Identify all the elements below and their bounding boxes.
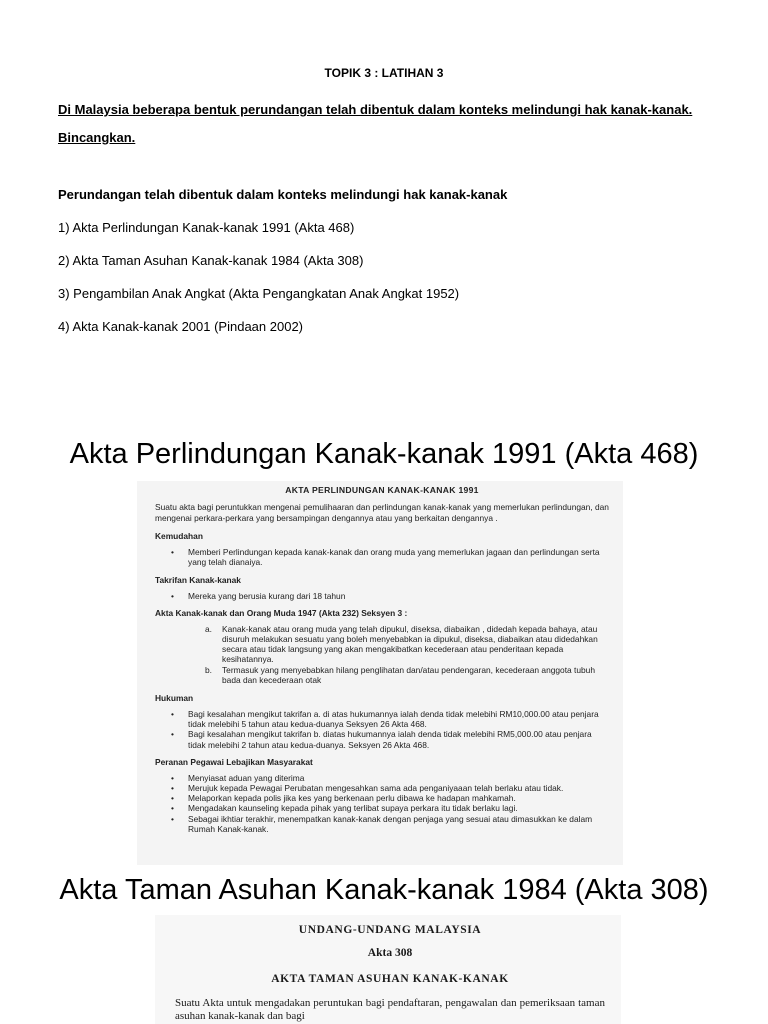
list-item: • Mengadakan kaunseling kepada pihak yang terlibat supaya perkara itu tidak berlaku lagi.: [171, 803, 609, 813]
scan-body-text: Suatu Akta untuk mengadakan peruntukan bagi pendaftaran, pengawalan dan pemeriksaan taman asuhan kanak-kanak dan bagi: [175, 997, 605, 1022]
section-heading-akta-468: Akta Perlindungan Kanak-kanak 1991 (Akta 468): [69, 438, 699, 470]
scan-subheading: Kemudahan: [155, 531, 203, 542]
answer-heading: Perundangan telah dibentuk dalam konteks melindungi hak kanak-kanak: [58, 187, 508, 202]
list-marker: b.: [205, 664, 212, 675]
scan-subheading: Akta Kanak-kanak dan Orang Muda 1947 (Akta 232) Seksyen 3 :: [155, 607, 408, 618]
scan-law-title: UNDANG-UNDANG MALAYSIA: [298, 924, 482, 936]
scan-subheading: Peranan Pegawai Lebajikan Masyarakat: [155, 756, 313, 767]
scan-act-title: AKTA TAMAN ASUHAN KANAK-KANAK: [271, 973, 509, 985]
list-item: • Merujuk kepada Pewagai Perubatan mengesahkan sama ada penganiyaaan telah berlaku atau tidak.: [171, 783, 609, 793]
scan-title: AKTA PERLINDUNGAN KANAK-KANAK 1991: [285, 485, 479, 495]
list-item: • Mereka yang berusia kurang dari 18 tahun: [171, 591, 609, 601]
list-item: • Bagi kesalahan mengikut takrifan b. diatas hukumannya ialah denda tidak melebihi RM5,000.00 atau penjara tidak melebihi 2 tahun atau kedua-duanya. Seksyen 26 Akta 468.: [171, 729, 609, 749]
list-marker: a.: [205, 623, 212, 634]
takrifan-list: [171, 591, 609, 601]
list-text: Termasuk yang menyebabkan hilang penglihatan dan/atau pendengaran, kecederaan anggota tubuh bada dan kecederaan otak: [222, 664, 595, 685]
list-item: • Bagi kesalahan mengikut takrifan a. di atas hukumannya ialah denda tidak melebihi RM10,000.00 atau penjara tidak melebihi 5 tahun atau kedua-duanya Seksyen 26 Akta 468.: [171, 709, 609, 729]
scan-subheading: Hukuman: [155, 693, 194, 704]
list-item: [205, 624, 609, 665]
scan-intro: Suatu akta bagi peruntukkan mengenai pemulihaaran dan perlindungan kanak-kanak yang memerlukan perlindungan, dan mengenai perkara-perkara yang bersampingan dengannya atau yang berkaitan dengannya .: [155, 502, 609, 523]
question-text: Di Malaysia beberapa bentuk perundangan telah dibentuk dalam konteks melindungi hak kanak-kanak. Bincangkan.: [58, 102, 693, 145]
list-item: • Menyiasat aduan yang diterima: [171, 773, 609, 783]
list-item: • Melaporkan kepada polis jika kes yang berkenaan perlu dibawa ke hadapan mahkamah.: [171, 793, 609, 803]
akta-232-list: [205, 624, 609, 685]
exercise-title: TOPIK 3 : LATIHAN 3: [324, 66, 444, 80]
scan-act-number: Akta 308: [367, 947, 413, 959]
akta-468-scanned-image: [137, 481, 623, 865]
list-item: [205, 665, 609, 685]
kemudahan-list: [171, 547, 609, 567]
list-item: • Memberi Perlindungan kepada kanak-kanak dan orang muda yang memerlukan jagaan dan perlindungan serta yang telah dianaiya.: [171, 547, 609, 567]
list-item: • Sebagai ikhtiar terakhir, menempatkan kanak-kanak dengan penjaga yang sesuai atau dimasukkan ke dalam Rumah Kanak-kanak.: [171, 814, 609, 834]
hukuman-list: [171, 709, 609, 750]
akta-308-scanned-image: [155, 915, 621, 1024]
answer-item: 2) Akta Taman Asuhan Kanak-kanak 1984 (Akta 308): [58, 253, 364, 268]
scan-subheading: Takrifan Kanak-kanak: [155, 574, 241, 585]
list-text: Kanak-kanak atau orang muda yang telah dipukul, diseksa, diabaikan , didedah kepada bahaya, atau disuruh melakukan sesuatu yang boleh menyebabkan ia dipukul, diseksa, diabaikan atau didedahkan secara atau tidak langsung yang akan mengakibatkan kecederaan atau penderitaan kepada kesihatannya.: [222, 623, 598, 665]
answer-item: 1) Akta Perlindungan Kanak-kanak 1991 (Akta 468): [58, 220, 355, 235]
peranan-list: [171, 773, 609, 834]
answer-item: 3) Pengambilan Anak Angkat (Akta Pengangkatan Anak Angkat 1952): [58, 286, 460, 301]
answer-item: 4) Akta Kanak-kanak 2001 (Pindaan 2002): [58, 319, 304, 334]
section-heading-akta-308: Akta Taman Asuhan Kanak-kanak 1984 (Akta 308): [59, 874, 709, 906]
